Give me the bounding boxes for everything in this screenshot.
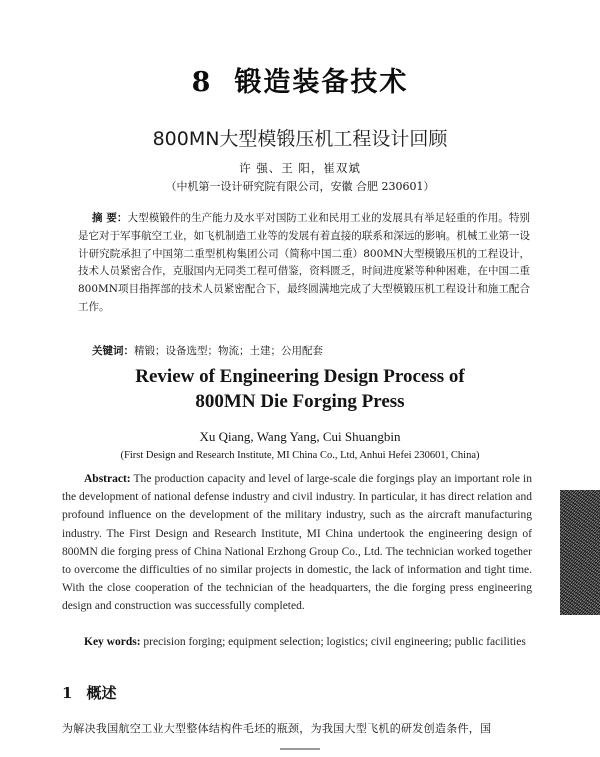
- page-number-cropped: [280, 748, 320, 757]
- section-number: 1: [62, 684, 73, 702]
- en-paper-title: [0, 364, 600, 414]
- body-paragraph: 为解决我国航空工业大型整体结构件毛坯的瓶颈，为我国大型飞机的研发创造条件，国: [62, 722, 492, 735]
- cn-abstract-text: 大型模锻件的生产能力及水平对国防工业和民用工业的发展具有举足轻重的作用。特别是它对于军事航空工业，如飞机制造工业等的发展有着直接的联系和深远的影响。机械工业第一设计研究院承担了中国第二重型机构集团公司（简称中国二重）800MN大型模锻压机的工程设计，技术人员紧密合作，克服国内无同类工程可借鉴，资料匮乏，时间进度紧等种种困难，在中国二重800MN项目指挥部的技术人员紧密配合下，最终圆满地完成了大型模锻压机工程设计和施工配合工作。: [78, 212, 530, 313]
- scan-edge-shadow: [560, 490, 600, 615]
- cn-affiliation: （中机第一设计研究院有限公司，安徽 合肥 230601）: [165, 180, 435, 193]
- en-keywords: [62, 633, 532, 651]
- cn-keywords-label: 关键词：: [92, 345, 134, 357]
- chapter-heading: [0, 60, 600, 99]
- section-title: 概述: [86, 684, 117, 702]
- en-keywords-label: Key words:: [84, 636, 141, 648]
- section-heading: [62, 682, 116, 703]
- chapter-title: 锻造装备技术: [234, 67, 409, 98]
- cn-keywords-text: 精锻；设备选型；物流；土建；公用配套: [134, 345, 323, 357]
- cn-abstract: [78, 210, 530, 317]
- chapter-number: 8: [191, 67, 213, 98]
- en-abstract-label: Abstract:: [84, 473, 131, 485]
- en-abstract: [62, 470, 532, 616]
- cn-abstract-label: 摘 要：: [92, 212, 128, 224]
- en-authors: Xu Qiang, Wang Yang, Cui Shuangbin: [199, 429, 401, 444]
- en-abstract-text: The production capacity and level of large-scale die forgings play an important role in the development of national defense industry and civil industry. In particular, it has direct relation and profound influence on the development of the military industry, such as the aircraft manufacturing industry. The First Design and Research Institute, MI China undertook the engineering design of 800MN die forging press of China National Erzhong Group Co., Ltd. The technician worked together to overcome the difficulties of no similar projects in domestic, the lack of information and tight time. With the close cooperation of the technician of the headquarters, the die forging press engineering design and construction was successfully completed.: [62, 473, 532, 613]
- cn-keywords: [92, 343, 532, 358]
- cn-authors: 许 强、王 阳，崔双斌: [239, 161, 361, 175]
- en-title-line-2: 800MN Die Forging Press: [195, 391, 405, 412]
- en-affiliation: (First Design and Research Institute, MI China Co., Ltd, Anhui Hefei 230601, China): [120, 450, 480, 461]
- cn-paper-title: 800MN大型模锻压机工程设计回顾: [152, 128, 448, 150]
- en-title-line-1: Review of Engineering Design Process of: [135, 366, 465, 387]
- en-keywords-text: precision forging; equipment selection; logistics; civil engineering; public facilities: [143, 636, 526, 648]
